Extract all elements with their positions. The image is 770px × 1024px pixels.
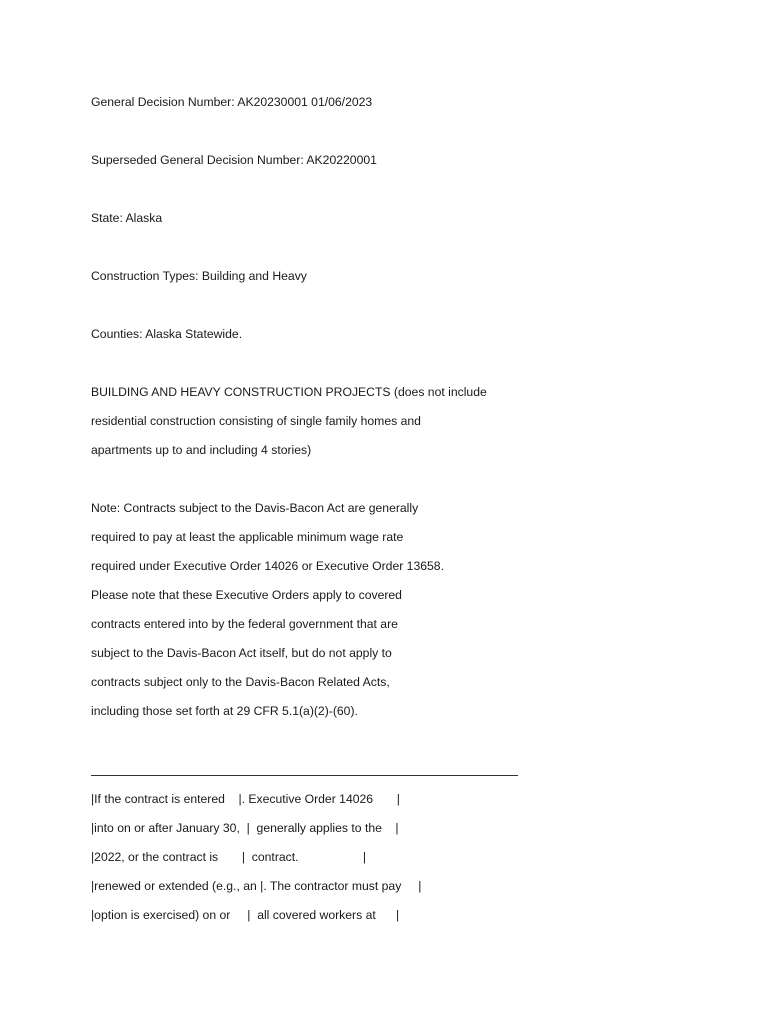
table-row: |option is exercised) on or | all covered workers at |	[91, 908, 400, 922]
note-line: including those set forth at 29 CFR 5.1(a)(2)-(60).	[91, 704, 358, 718]
table-row: |into on or after January 30, | generally applies to the |	[91, 821, 399, 835]
decision-number: General Decision Number: AK20230001 01/06/2023	[91, 95, 373, 109]
superseded-decision-number: Superseded General Decision Number: AK20220001	[91, 153, 377, 167]
table-row: |2022, or the contract is | contract. |	[91, 850, 367, 864]
note-line: contracts entered into by the federal government that are	[91, 617, 398, 631]
table-row: |renewed or extended (e.g., an |. The contractor must pay |	[91, 879, 422, 893]
note-line: required to pay at least the applicable minimum wage rate	[91, 530, 404, 544]
note-line: contracts subject only to the Davis-Bacon Related Acts,	[91, 675, 390, 689]
horizontal-rule	[91, 775, 518, 776]
table-row: |If the contract is entered |. Executive Order 14026 |	[91, 792, 400, 806]
note-line: Please note that these Executive Orders apply to covered	[91, 588, 402, 602]
note-line: subject to the Davis-Bacon Act itself, but do not apply to	[91, 646, 392, 660]
state-line: State: Alaska	[91, 211, 163, 225]
scope-line: apartments up to and including 4 stories)	[91, 443, 312, 457]
construction-types-line: Construction Types: Building and Heavy	[91, 269, 307, 283]
scope-line: BUILDING AND HEAVY CONSTRUCTION PROJECTS (does not include	[91, 385, 487, 399]
note-line: required under Executive Order 14026 or Executive Order 13658.	[91, 559, 444, 573]
scope-line: residential construction consisting of single family homes and	[91, 414, 421, 428]
note-line: Note: Contracts subject to the Davis-Bacon Act are generally	[91, 501, 419, 515]
counties-line: Counties: Alaska Statewide.	[91, 327, 243, 341]
